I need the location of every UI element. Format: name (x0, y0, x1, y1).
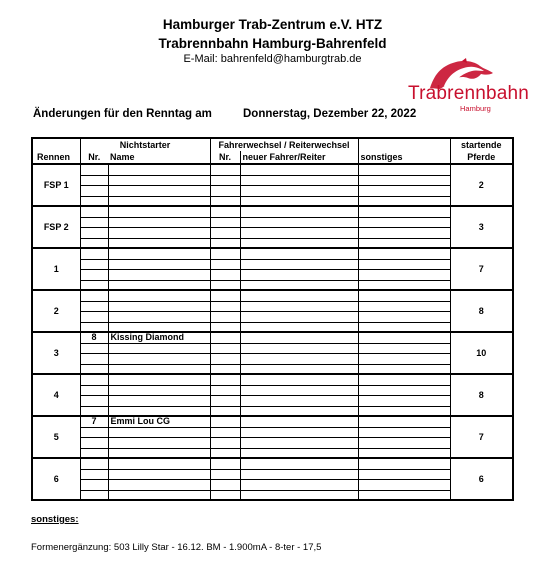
race-subrow (32, 248, 513, 259)
nichtstarter-name (108, 469, 210, 479)
starter-count: 6 (450, 458, 513, 500)
race-number: FSP 2 (32, 206, 80, 248)
starter-count: 8 (450, 374, 513, 416)
nichtstarter-name (108, 269, 210, 280)
nichtstarter-name (108, 164, 210, 175)
sonstiges-cell (358, 437, 450, 448)
nichtstarter-name (108, 437, 210, 448)
header-fahrerwechsel: Fahrerwechsel / Reiterwechsel (210, 138, 358, 151)
nichtstarter-name (108, 311, 210, 322)
fahrerwechsel-nr (210, 406, 240, 416)
nichtstarter-name (108, 185, 210, 196)
sonstiges-cell (358, 343, 450, 353)
col-nr-2: Nr. (210, 151, 240, 164)
sonstiges-cell (358, 290, 450, 301)
nichtstarter-name (108, 259, 210, 269)
nichtstarter-name (108, 427, 210, 437)
nichtstarter-nr (80, 196, 108, 206)
nichtstarter-nr (80, 175, 108, 185)
header-startende: startende (450, 138, 513, 151)
starter-count: 2 (450, 164, 513, 206)
nichtstarter-name (108, 364, 210, 374)
sonstiges-cell (358, 280, 450, 290)
nichtstarter-nr (80, 164, 108, 175)
race-subrow (32, 448, 513, 458)
race-subrow (32, 311, 513, 322)
starter-count: 7 (450, 248, 513, 290)
race-subrow (32, 164, 513, 175)
nichtstarter-nr (80, 458, 108, 469)
fahrerwechsel-nr (210, 311, 240, 322)
neuer-fahrer (240, 374, 358, 385)
nichtstarter-nr (80, 469, 108, 479)
nichtstarter-name (108, 385, 210, 395)
sonstiges-cell (358, 469, 450, 479)
neuer-fahrer (240, 395, 358, 406)
nichtstarter-nr (80, 427, 108, 437)
neuer-fahrer (240, 469, 358, 479)
race-subrow (32, 196, 513, 206)
sonstiges-cell (358, 185, 450, 196)
nichtstarter-nr (80, 385, 108, 395)
nichtstarter-name (108, 290, 210, 301)
nichtstarter-nr (80, 269, 108, 280)
neuer-fahrer (240, 206, 358, 217)
race-subrow (32, 290, 513, 301)
nichtstarter-nr (80, 437, 108, 448)
fahrerwechsel-nr (210, 343, 240, 353)
changes-table (31, 137, 514, 501)
sonstiges-cell (358, 458, 450, 469)
race-subrow (32, 353, 513, 364)
nichtstarter-name (108, 353, 210, 364)
neuer-fahrer (240, 353, 358, 364)
sonstiges-cell (358, 206, 450, 217)
nichtstarter-nr (80, 406, 108, 416)
fahrerwechsel-nr (210, 469, 240, 479)
header-empty (32, 138, 80, 151)
neuer-fahrer (240, 479, 358, 490)
race-subrow (32, 458, 513, 469)
fahrerwechsel-nr (210, 427, 240, 437)
nichtstarter-name (108, 280, 210, 290)
starter-count: 7 (450, 416, 513, 458)
nichtstarter-nr (80, 490, 108, 500)
sonstiges-cell (358, 448, 450, 458)
neuer-fahrer (240, 280, 358, 290)
nichtstarter-name (108, 217, 210, 227)
starter-count: 10 (450, 332, 513, 374)
race-subrow (32, 280, 513, 290)
nichtstarter-name (108, 406, 210, 416)
fahrerwechsel-nr (210, 238, 240, 248)
sonstiges-cell (358, 217, 450, 227)
nichtstarter-nr (80, 311, 108, 322)
nichtstarter-nr (80, 343, 108, 353)
fahrerwechsel-nr (210, 448, 240, 458)
neuer-fahrer (240, 248, 358, 259)
trabrennbahn-logo (402, 58, 530, 118)
race-subrow (32, 490, 513, 500)
neuer-fahrer (240, 406, 358, 416)
fahrerwechsel-nr (210, 259, 240, 269)
fahrerwechsel-nr (210, 322, 240, 332)
nichtstarter-nr (80, 290, 108, 301)
logo-text: Trabrennbahn (408, 83, 530, 104)
race-subrow (32, 427, 513, 437)
nichtstarter-nr (80, 322, 108, 332)
neuer-fahrer (240, 196, 358, 206)
fahrerwechsel-nr (210, 332, 240, 343)
race-number: 5 (32, 416, 80, 458)
sonstiges-cell (358, 322, 450, 332)
sonstiges-cell (358, 406, 450, 416)
sonstiges-cell (358, 259, 450, 269)
fahrerwechsel-nr (210, 301, 240, 311)
nichtstarter-name: Kissing Diamond (108, 332, 210, 343)
neuer-fahrer (240, 301, 358, 311)
venue-title: Trabrennbahn Hamburg-Bahrenfeld (158, 36, 387, 51)
neuer-fahrer (240, 490, 358, 500)
race-subrow (32, 322, 513, 332)
fahrerwechsel-nr (210, 248, 240, 259)
sonstiges-cell (358, 311, 450, 322)
neuer-fahrer (240, 259, 358, 269)
fahrerwechsel-nr (210, 269, 240, 280)
race-subrow (32, 238, 513, 248)
sonstiges-cell (358, 196, 450, 206)
nichtstarter-nr (80, 301, 108, 311)
nichtstarter-name: Emmi Lou CG (108, 416, 210, 427)
nichtstarter-nr (80, 353, 108, 364)
fahrerwechsel-nr (210, 185, 240, 196)
nichtstarter-name (108, 175, 210, 185)
race-date: Donnerstag, Dezember 22, 2022 (243, 108, 417, 120)
sonstiges-cell (358, 374, 450, 385)
header-nichtstarter: Nichtstarter (80, 138, 210, 151)
neuer-fahrer (240, 332, 358, 343)
fahrerwechsel-nr (210, 196, 240, 206)
col-sonstiges: sonstiges (358, 151, 450, 164)
footer-formen: Formenergänzung: 503 Lilly Star - 16.12. BM - 1.900mA - 8-ter - 17,5 (31, 542, 322, 553)
race-subrow (32, 406, 513, 416)
race-subrow (32, 374, 513, 385)
fahrerwechsel-nr (210, 227, 240, 238)
fahrerwechsel-nr (210, 395, 240, 406)
sonstiges-cell (358, 416, 450, 427)
nichtstarter-name (108, 301, 210, 311)
fahrerwechsel-nr (210, 217, 240, 227)
race-subrow (32, 175, 513, 185)
race-subrow (32, 479, 513, 490)
nichtstarter-name (108, 458, 210, 469)
race-number: 4 (32, 374, 80, 416)
race-subrow (32, 217, 513, 227)
nichtstarter-nr (80, 248, 108, 259)
col-nr: Nr. (80, 151, 108, 164)
nichtstarter-name (108, 322, 210, 332)
sonstiges-cell (358, 385, 450, 395)
nichtstarter-name (108, 395, 210, 406)
neuer-fahrer (240, 238, 358, 248)
neuer-fahrer (240, 269, 358, 280)
fahrerwechsel-nr (210, 164, 240, 175)
nichtstarter-nr (80, 185, 108, 196)
fahrerwechsel-nr (210, 175, 240, 185)
nichtstarter-nr: 8 (80, 332, 108, 343)
race-subrow (32, 185, 513, 196)
race-subrow (32, 206, 513, 217)
header-empty-2 (358, 138, 450, 151)
fahrerwechsel-nr (210, 353, 240, 364)
race-subrow (32, 437, 513, 448)
footer-sonstiges-label: sonstiges: (31, 514, 79, 525)
nichtstarter-name (108, 238, 210, 248)
nichtstarter-nr (80, 395, 108, 406)
neuer-fahrer (240, 343, 358, 353)
logo-subtext: Hamburg (460, 104, 491, 113)
col-neuer-fahrer: neuer Fahrer/Reiter (240, 151, 358, 164)
nichtstarter-name (108, 227, 210, 238)
race-subrow (32, 395, 513, 406)
starter-count: 3 (450, 206, 513, 248)
fahrerwechsel-nr (210, 374, 240, 385)
nichtstarter-name (108, 248, 210, 259)
nichtstarter-nr (80, 280, 108, 290)
nichtstarter-name (108, 206, 210, 217)
nichtstarter-nr (80, 479, 108, 490)
race-number: 3 (32, 332, 80, 374)
fahrerwechsel-nr (210, 479, 240, 490)
race-subrow (32, 385, 513, 395)
nichtstarter-nr: 7 (80, 416, 108, 427)
sonstiges-cell (358, 269, 450, 280)
org-title: Hamburger Trab-Zentrum e.V. HTZ (162, 17, 383, 32)
sonstiges-cell (358, 427, 450, 437)
fahrerwechsel-nr (210, 458, 240, 469)
neuer-fahrer (240, 217, 358, 227)
sonstiges-cell (358, 227, 450, 238)
race-number: 1 (32, 248, 80, 290)
neuer-fahrer (240, 185, 358, 196)
changes-label: Änderungen für den Renntag am (33, 108, 212, 120)
neuer-fahrer (240, 322, 358, 332)
fahrerwechsel-nr (210, 437, 240, 448)
neuer-fahrer (240, 427, 358, 437)
nichtstarter-nr (80, 238, 108, 248)
fahrerwechsel-nr (210, 206, 240, 217)
fahrerwechsel-nr (210, 416, 240, 427)
race-subrow (32, 259, 513, 269)
neuer-fahrer (240, 448, 358, 458)
fahrerwechsel-nr (210, 364, 240, 374)
sonstiges-cell (358, 479, 450, 490)
nichtstarter-nr (80, 374, 108, 385)
nichtstarter-name (108, 448, 210, 458)
sonstiges-cell (358, 490, 450, 500)
neuer-fahrer (240, 385, 358, 395)
neuer-fahrer (240, 458, 358, 469)
nichtstarter-name (108, 479, 210, 490)
neuer-fahrer (240, 227, 358, 238)
sonstiges-cell (358, 164, 450, 175)
nichtstarter-name (108, 490, 210, 500)
neuer-fahrer (240, 164, 358, 175)
sonstiges-cell (358, 395, 450, 406)
race-subrow (32, 364, 513, 374)
col-pferde: Pferde (450, 151, 513, 164)
neuer-fahrer (240, 364, 358, 374)
race-number: FSP 1 (32, 164, 80, 206)
fahrerwechsel-nr (210, 385, 240, 395)
sonstiges-cell (358, 353, 450, 364)
nichtstarter-nr (80, 217, 108, 227)
race-subrow (32, 269, 513, 280)
col-name: Name (108, 151, 210, 164)
race-number: 2 (32, 290, 80, 332)
nichtstarter-nr (80, 448, 108, 458)
nichtstarter-name (108, 374, 210, 385)
sonstiges-cell (358, 248, 450, 259)
race-subrow (32, 227, 513, 238)
nichtstarter-nr (80, 227, 108, 238)
sonstiges-cell (358, 332, 450, 343)
race-number: 6 (32, 458, 80, 500)
neuer-fahrer (240, 437, 358, 448)
sonstiges-cell (358, 301, 450, 311)
col-rennen: Rennen (32, 151, 80, 164)
race-subrow (32, 416, 513, 427)
neuer-fahrer (240, 290, 358, 301)
email-line: E-Mail: bahrenfeld@hamburgtrab.de (183, 53, 362, 65)
sonstiges-cell (358, 175, 450, 185)
race-subrow (32, 469, 513, 479)
nichtstarter-nr (80, 206, 108, 217)
neuer-fahrer (240, 311, 358, 322)
fahrerwechsel-nr (210, 280, 240, 290)
sonstiges-cell (358, 364, 450, 374)
fahrerwechsel-nr (210, 490, 240, 500)
race-subrow (32, 332, 513, 343)
nichtstarter-name (108, 343, 210, 353)
nichtstarter-nr (80, 364, 108, 374)
race-subrow (32, 343, 513, 353)
starter-count: 8 (450, 290, 513, 332)
neuer-fahrer (240, 416, 358, 427)
neuer-fahrer (240, 175, 358, 185)
fahrerwechsel-nr (210, 290, 240, 301)
nichtstarter-name (108, 196, 210, 206)
sonstiges-cell (358, 238, 450, 248)
race-subrow (32, 301, 513, 311)
nichtstarter-nr (80, 259, 108, 269)
